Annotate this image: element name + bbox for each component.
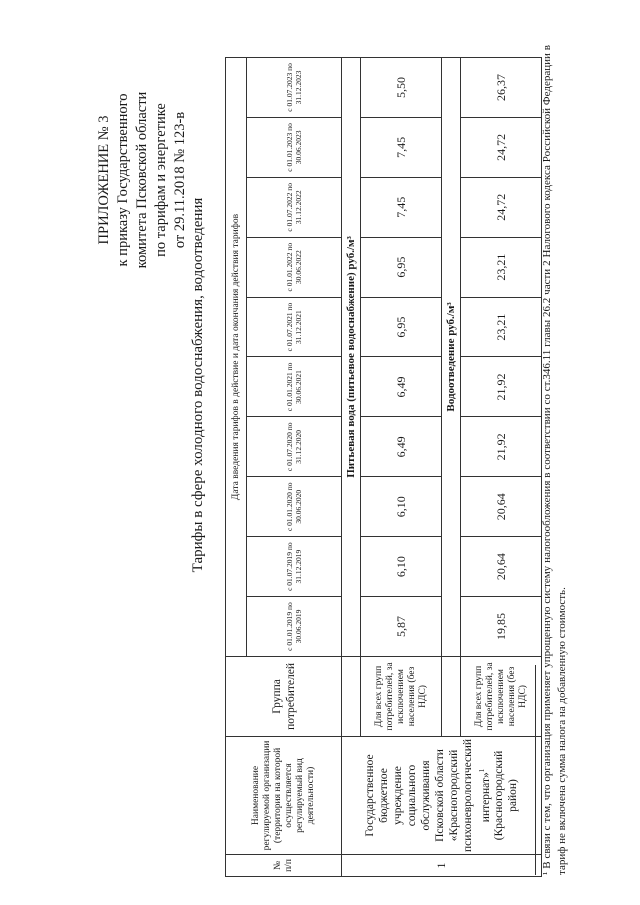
period-cell: с 01.01.2020 по 30.06.2020 <box>247 477 342 537</box>
org-area: (Красногородский район) <box>493 750 520 841</box>
group-cell: Для всех групп потребителей, за исключением населения (без НДС) <box>361 656 442 736</box>
group-cell: Для всех групп потребителей, за исключением населения (без НДС) <box>461 656 542 736</box>
appendix-header <box>95 60 190 300</box>
appendix-line: по тарифам и энергетике <box>153 103 169 257</box>
section-sewer: Водоотведение руб./м³ <box>442 58 461 657</box>
section-water: Питьевая вода (питьевое водоснабжение) руб./м³ <box>342 58 361 657</box>
value-cell: 7,45 <box>361 117 442 177</box>
value-cell: 26,37 <box>461 58 542 118</box>
period-cell: с 01.07.2020 по 31.12.2020 <box>247 417 342 477</box>
value-cell: 6,10 <box>361 477 442 537</box>
footnote-divider <box>535 665 536 875</box>
value-cell: 24,72 <box>461 117 542 177</box>
period-cell: с 01.07.2019 по 31.12.2019 <box>247 537 342 597</box>
document-title: Тарифы в сфере холодного водоснабжения, водоотведения <box>190 197 206 573</box>
period-cell: с 01.01.2022 по 30.06.2022 <box>247 237 342 297</box>
value-cell: 21,92 <box>461 417 542 477</box>
value-cell: 7,45 <box>361 177 442 237</box>
value-cell: 6,10 <box>361 537 442 597</box>
tariff-table <box>225 57 542 877</box>
period-cell: с 01.07.2023 по 31.12.2023 <box>247 58 342 118</box>
value-cell: 6,95 <box>361 297 442 357</box>
value-cell: 6,49 <box>361 417 442 477</box>
footnote-mark: 1 <box>477 768 486 773</box>
value-cell: 24,72 <box>461 177 542 237</box>
appendix-line: к приказу Государственного <box>115 93 131 267</box>
footnote: ¹ В связи с тем, что организация применяет упрощенную систему налогообложения в соответствии со ст.346.11 главы 26.2 части 2 Налогового кодекса Российской Федерации в тариф не включена сумма налога на добавленную стоимость. <box>541 45 568 875</box>
period-cell: с 01.07.2022 по 31.12.2022 <box>247 177 342 237</box>
value-cell: 5,50 <box>361 58 442 118</box>
org-name: Государственное бюджетное учреждение социального обслуживания Псковской области «Красногородский психоневрологический интернат» <box>363 738 492 852</box>
header-org: Наименование регулируемой организации (территория на которой осуществляется регулируемый вид деятельности) <box>226 736 342 854</box>
value-cell: 20,64 <box>461 537 542 597</box>
value-cell: 5,87 <box>361 597 442 657</box>
row-number: 1 <box>342 855 542 877</box>
period-cell: с 01.07.2021 по 31.12.2021 <box>247 297 342 357</box>
value-cell: 6,49 <box>361 357 442 417</box>
value-cell: 19,85 <box>461 597 542 657</box>
value-cell: 23,21 <box>461 297 542 357</box>
value-cell: 6,95 <box>361 237 442 297</box>
value-cell: 23,21 <box>461 237 542 297</box>
period-cell: с 01.01.2021 по 30.06.2021 <box>247 357 342 417</box>
period-cell: с 01.01.2019 по 30.06.2019 <box>247 597 342 657</box>
value-cell: 20,64 <box>461 477 542 537</box>
value-cell: 21,92 <box>461 357 542 417</box>
section-row <box>342 58 361 877</box>
appendix-line: ПРИЛОЖЕНИЕ № 3 <box>96 115 112 245</box>
appendix-line: комитета Псковской области <box>134 91 150 269</box>
header-group: Группа потребителей <box>226 656 342 736</box>
header-num: № п/п <box>226 855 342 877</box>
org-name-cell <box>342 736 542 854</box>
appendix-line: от 29.11.2018 № 123-в <box>172 111 188 249</box>
table-header-row <box>226 58 247 877</box>
period-cell: с 01.01.2023 по 30.06.2023 <box>247 117 342 177</box>
header-dates: Дата введения тарифов в действие и дата окончания действия тарифов <box>226 58 247 657</box>
